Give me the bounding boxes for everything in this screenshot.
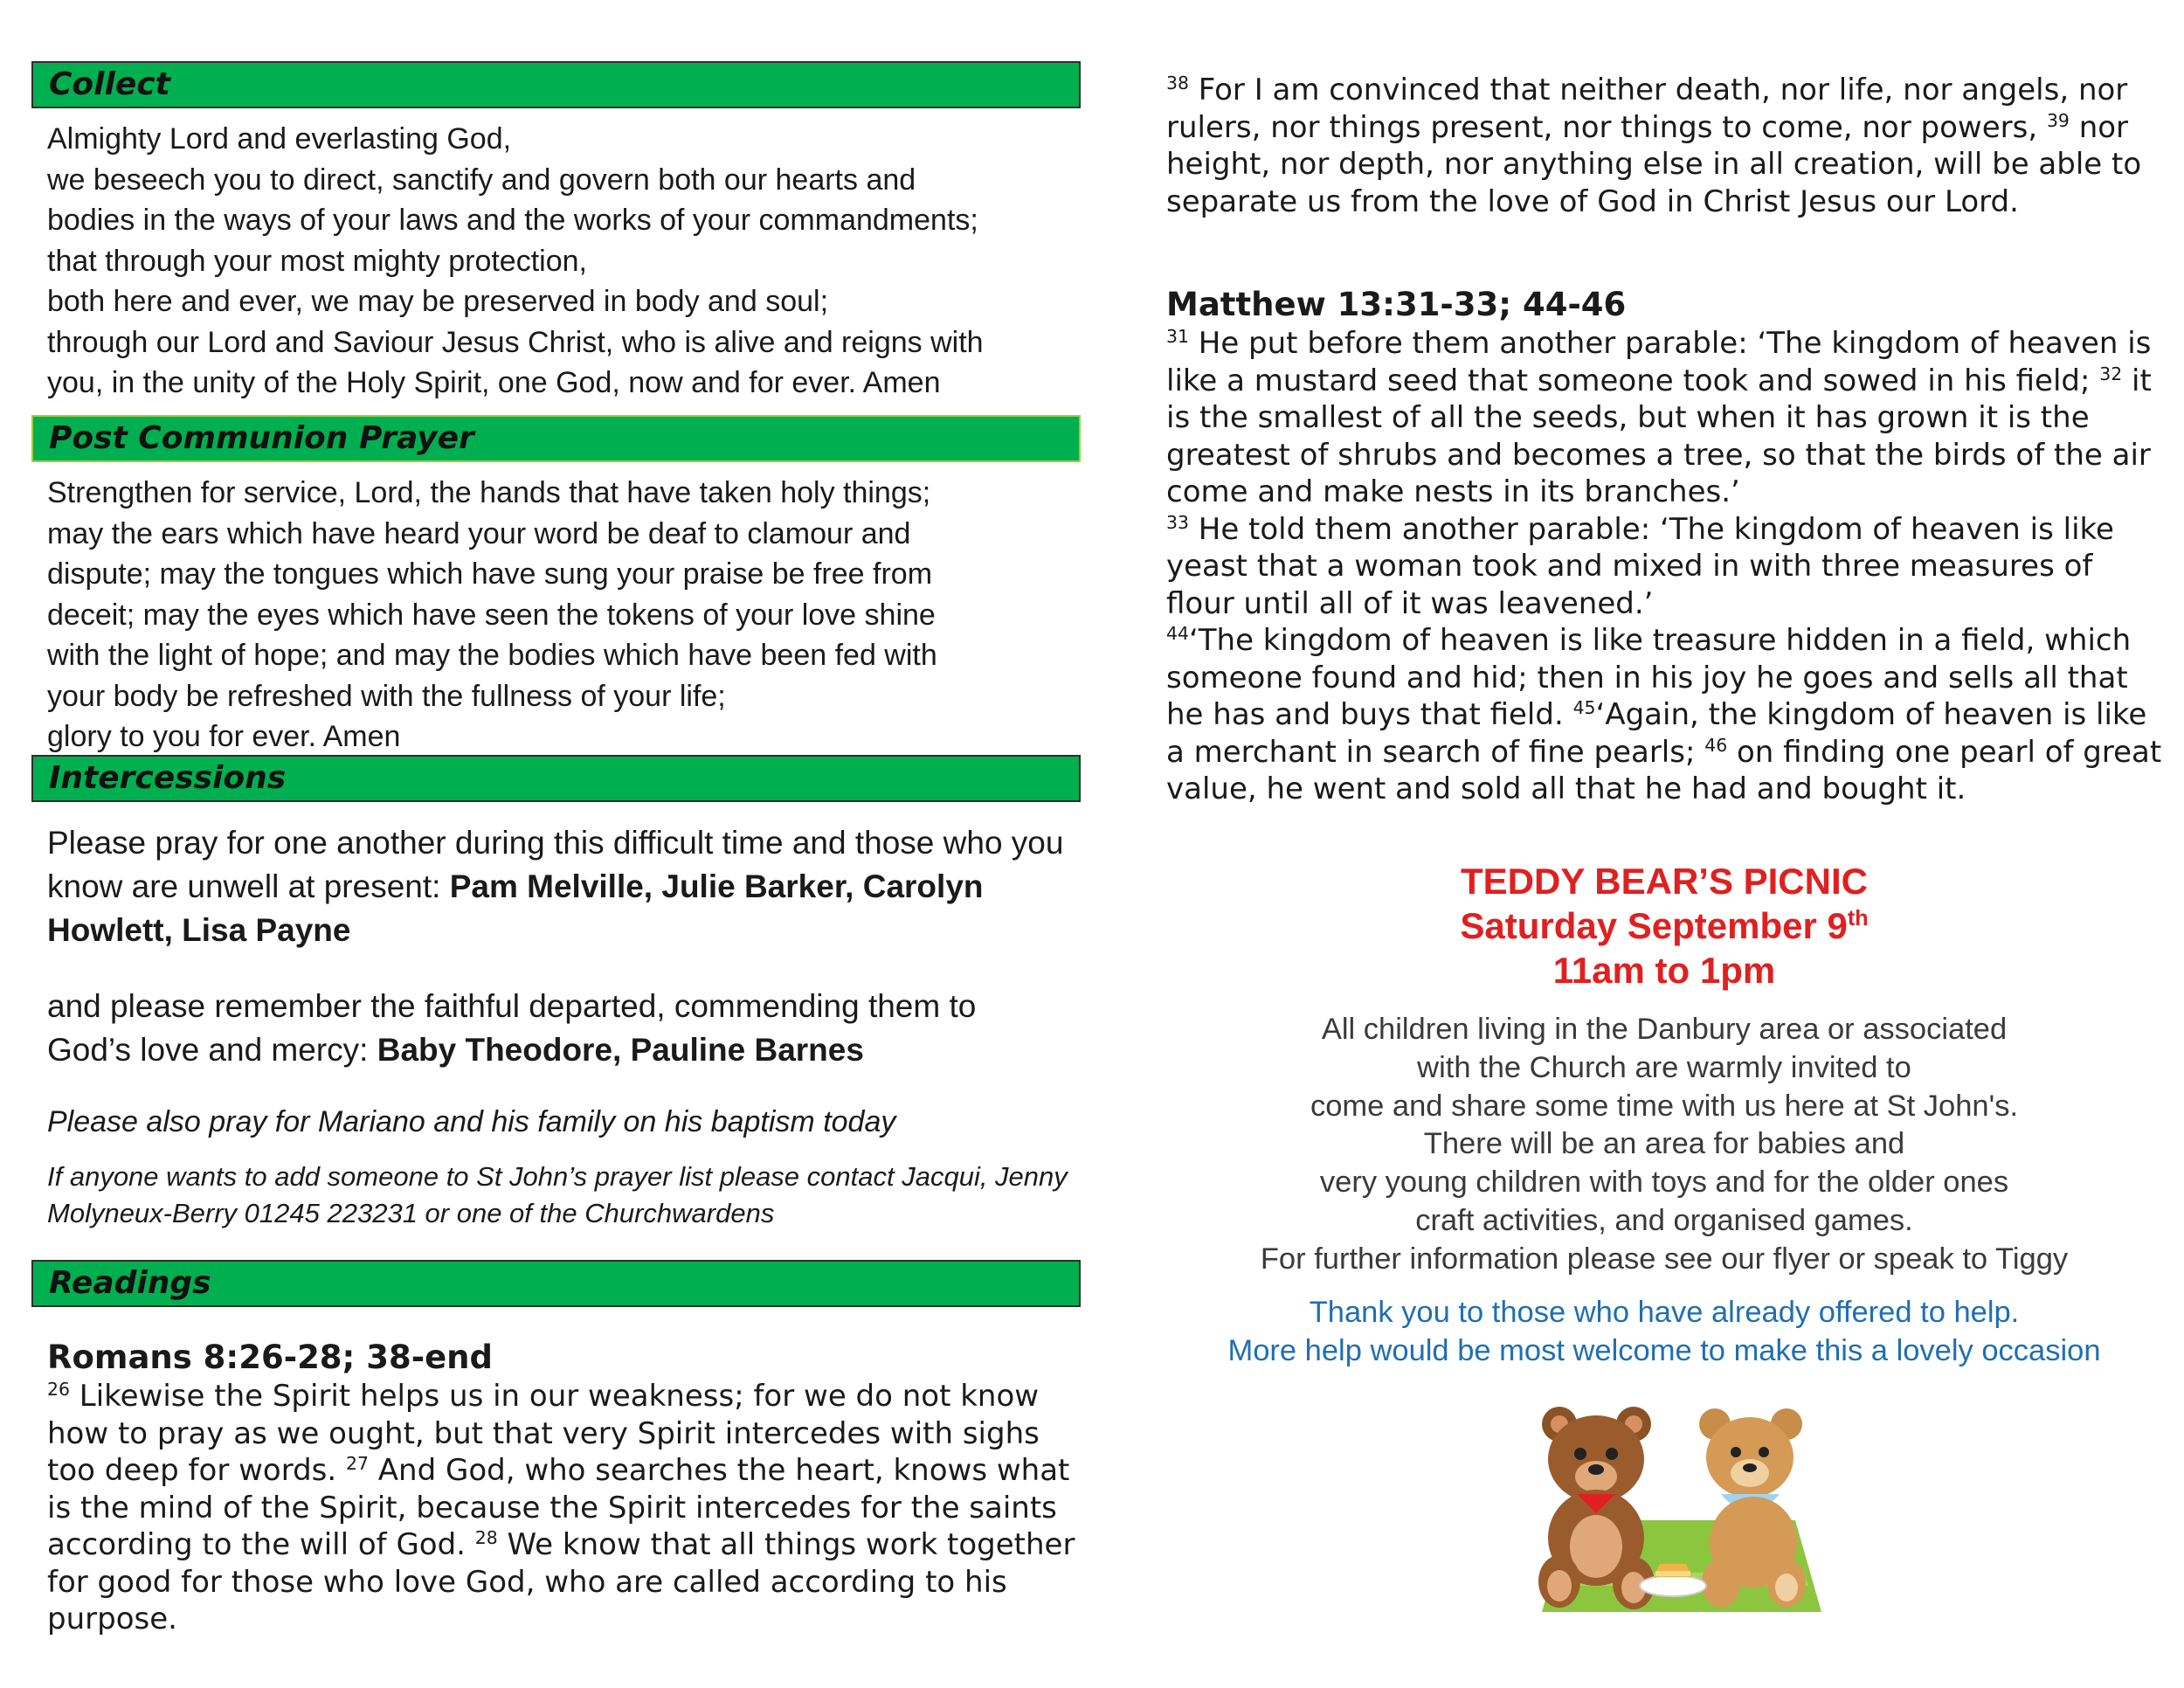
picnic-thanks-line: Thank you to those who have already offered to help.: [1309, 1296, 2020, 1329]
verse-text: He put before them another parable: ‘The kingdom of heaven is like a mustard seed that someone took and sowed in his field;: [1166, 326, 2152, 398]
post-communion-line: Strengthen for service, Lord, the hands that have taken holy things;: [47, 476, 931, 509]
collect-line: through our Lord and Saviour Jesus Christ, who is alive and reigns with: [47, 325, 984, 359]
matthew-paragraph: [1166, 622, 2162, 808]
picnic-date-text: Saturday September 9: [1460, 905, 1848, 946]
matthew-text: [1166, 325, 2162, 808]
verse-number: 46: [1704, 734, 1728, 756]
prayer-list-note: If anyone wants to add someone to St John’s prayer list please contact Jacqui, Jenny Molyneux-Berry 01245 223231 or one of the Churchwardens: [47, 1161, 1068, 1228]
left-bear-icon: [1538, 1407, 1655, 1609]
verse-text: nor height, nor depth, nor anything else in all creation, will be able to separate us from the love of God in Christ Jesus our Lord.: [1166, 109, 2142, 219]
post-communion-line: dispute; may the tongues which have sung your praise be free from: [47, 557, 933, 591]
picnic-line: All children living in the Danbury area or associated: [1321, 1013, 2008, 1046]
post-communion-line: may the ears which have heard your word be deaf to clamour and: [47, 516, 911, 550]
picnic-line: very young children with toys and for the older ones: [1319, 1166, 2009, 1200]
departed-intro: and please remember the faithful departed, commending them to God’s love and mercy:: [47, 988, 977, 1068]
collect-line: that through your most mighty protection,: [47, 244, 587, 278]
verse-number: 44: [1166, 622, 1189, 644]
collect-text: [47, 119, 1078, 404]
readings-heading: Readings: [31, 1260, 1081, 1307]
intercessions-heading: Intercessions: [31, 755, 1081, 802]
picnic-line: with the Church are warmly invited to: [1417, 1050, 1911, 1084]
post-communion-line: glory to you for ever. Amen: [47, 720, 401, 753]
verse-number: 39: [2046, 109, 2070, 131]
teddy-bears-illustration: [1524, 1398, 1839, 1612]
picnic-line: For further information please see our flyer or speak to Tiggy: [1260, 1242, 2069, 1276]
verse-text: And God, who searches the heart, knows what is the mind of the Spirit, because the Spirit intercedes for the saints according to the will of God.: [47, 1453, 1070, 1562]
romans-text-part2: [1166, 72, 2162, 220]
verse-number: 33: [1166, 511, 1189, 533]
verse-number: 31: [1166, 325, 1189, 347]
matthew-paragraph: [1166, 325, 2162, 511]
collect-line: Almighty Lord and everlasting God,: [47, 122, 512, 156]
picnic-date: [1166, 903, 2162, 948]
departed-names: Baby Theodore, Pauline Barnes: [377, 1032, 864, 1068]
romans-title: Romans 8:26-28; 38-end: [47, 1339, 493, 1376]
verse-text: ‘The kingdom of heaven is like treasure hidden in a field, which someone found and hid; then in his joy he goes and sells all that he has and buys that field.: [1166, 623, 2132, 732]
picnic-title: TEDDY BEAR’S PICNIC: [1461, 861, 1868, 902]
picnic-thanks-line: More help would be most welcome to make this a lovely occasion: [1227, 1334, 2101, 1367]
post-communion-line: your body be refreshed with the fullness of your life;: [47, 679, 726, 713]
collect-line: you, in the unity of the Holy Spirit, one God, now and for ever. Amen: [47, 366, 941, 399]
matthew-title: Matthew 13:31-33; 44-46: [1166, 286, 1627, 323]
picnic-line: There will be an area for babies and: [1423, 1127, 1905, 1161]
baptism-note: Please also pray for Mariano and his family on his baptism today: [47, 1105, 896, 1138]
verse-text: We know that all things work together for good for those who love God, who are called according to his purpose.: [47, 1527, 1075, 1636]
unwell-paragraph: [47, 821, 1087, 952]
verse-number: 38: [1166, 72, 1189, 93]
picnic-date-suffix: th: [1847, 905, 1869, 930]
picnic-line: craft activities, and organised games.: [1415, 1203, 1913, 1237]
post-communion-line: with the light of hope; and may the bodies which have been fed with: [47, 639, 937, 672]
departed-paragraph: [47, 985, 1061, 1072]
picnic-time: 11am to 1pm: [1552, 950, 1776, 991]
collect-line: we beseech you to direct, sanctify and govern both our hearts and: [47, 163, 916, 197]
verse-number: 32: [2099, 363, 2123, 384]
verse-text: Likewise the Spirit helps us in our weakness; for we do not know how to pray as we ought, but that very Spirit intercedes with sighs too deep for words.: [47, 1379, 1040, 1488]
unwell-intro: Please pray for one another during this difficult time and those who you know are unwell at present:: [47, 825, 1064, 904]
post-communion-line: deceit; may the eyes which have seen the tokens of your love shine: [47, 598, 936, 632]
collect-line: both here and ever, we may be preserved in body and soul;: [47, 285, 829, 318]
picnic-thanks: [1166, 1293, 2162, 1370]
verse-text: ‘Again, the kingdom of heaven is like a merchant in search of fine pearls;: [1166, 697, 2147, 770]
verse-text: it is the smallest of all the seeds, but when it has grown it is the greatest of shrubs and becomes a tree, so that the birds of the air come and make nests in its branches.’: [1166, 363, 2152, 509]
matthew-paragraph: [1166, 511, 2162, 623]
romans-text-part1: [47, 1378, 1087, 1638]
verse-text: He told them another parable: ‘The kingdom of heaven is like yeast that a woman took and mixed in with three measures of flour until all of it was leavened.’: [1166, 511, 2114, 621]
verse-number: 28: [474, 1526, 498, 1548]
picnic-description: [1166, 1011, 2162, 1279]
verse-number: 26: [47, 1378, 70, 1400]
verse-text: For I am convinced that neither death, nor life, nor angels, nor rulers, nor things present, nor things to come, nor powers,: [1166, 73, 2128, 145]
post-communion-text: [47, 473, 1078, 758]
verse-number: 27: [346, 1452, 369, 1474]
verse-text: on finding one pearl of great value, he went and sold all that he had and bought it.: [1166, 734, 2162, 806]
collect-heading: Collect: [31, 61, 1081, 108]
unwell-names: Pam Melville, Julie Barker, Carolyn Howlett, Lisa Payne: [47, 868, 984, 948]
post-communion-heading: Post Communion Prayer: [31, 415, 1081, 462]
picnic-line: come and share some time with us here at St John's.: [1310, 1089, 2019, 1123]
right-bear-icon: [1699, 1408, 1806, 1608]
verse-number: 45: [1572, 696, 1596, 718]
collect-line: bodies in the ways of your laws and the works of your commandments;: [47, 204, 978, 237]
